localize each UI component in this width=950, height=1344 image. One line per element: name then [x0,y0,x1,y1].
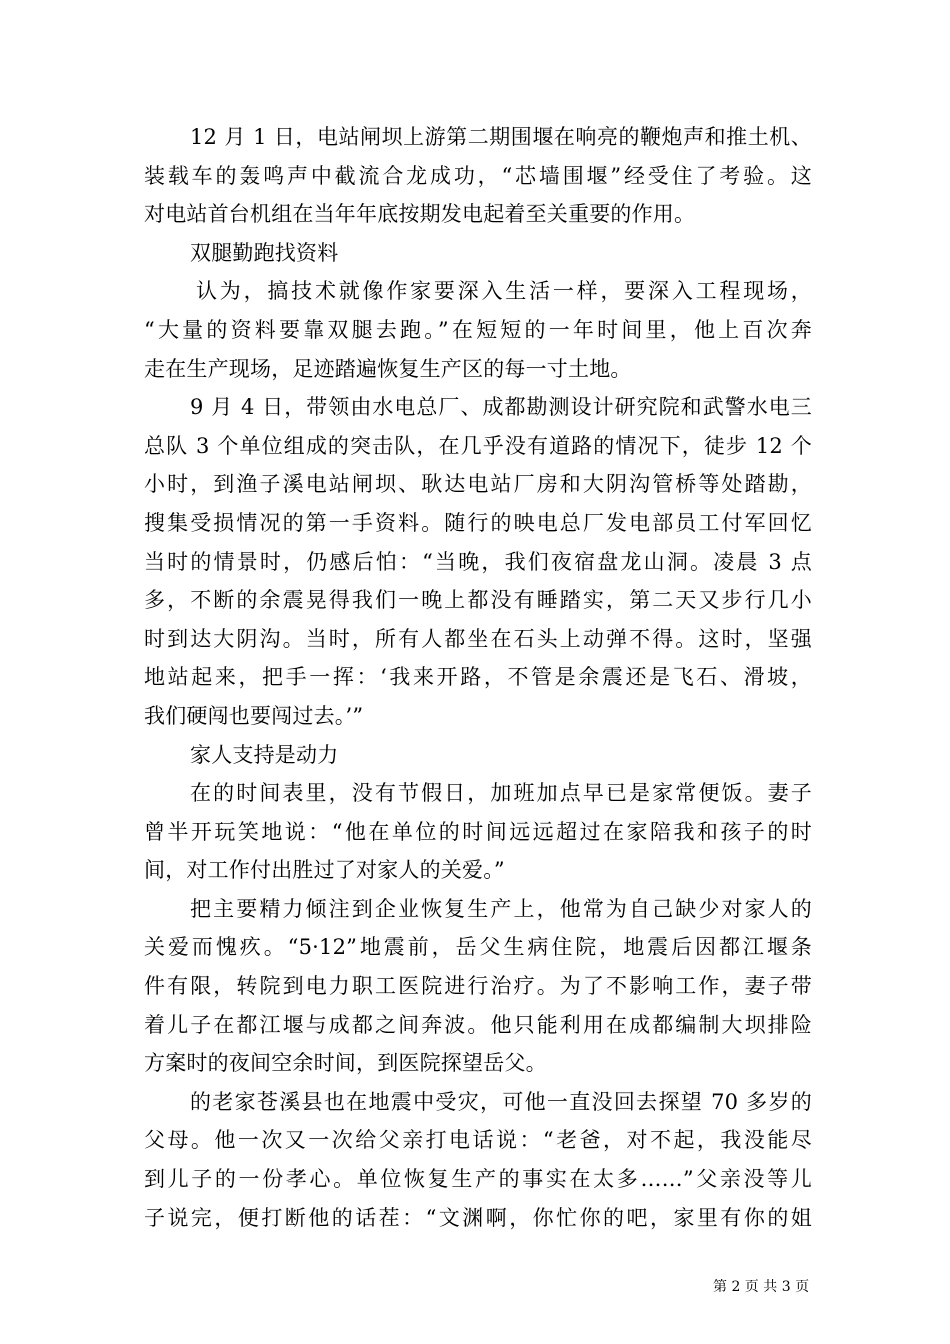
text-line: 装载车的轰鸣声中截流合龙成功，“芯墙围堰”经受住了考验。这 [144,163,812,188]
text-line: 着儿子在都江堰与成都之间奔波。他只能利用在成都编制大坝排险 [144,1012,812,1037]
text-line: 把主要精力倾注到企业恢复生产上，他常为自己缺少对家人的 [190,896,812,921]
text-line: 曾半开玩笑地说：“他在单位的时间远远超过在家陪我和孩子的时 [144,819,812,844]
text-line: 父母。他一次又一次给父亲打电话说：“老爸，对不起，我没能尽 [144,1128,812,1153]
section-heading: 双腿勤跑找资料 [190,240,339,265]
document-body [144,118,812,1237]
text-line: 9 月 4 日，带领由水电总厂、成都勘测设计研究院和武警水电三 [190,395,812,420]
text-line: 多，不断的余震晃得我们一晚上都没有睡踏实，第二天又步行几小 [144,588,812,613]
text-line: 在的时间表里，没有节假日，加班加点早已是家常便饭。妻子 [190,781,812,806]
text-line: 间，对工作付出胜过了对家人的关爱。” [144,858,505,883]
text-line: 小时，到渔子溪电站闸坝、耿达电站厂房和大阴沟管桥等处踏勘， [144,472,812,497]
text-line: 我们硬闯也要闯过去。’” [144,703,364,728]
text-line: 到儿子的一份孝心。单位恢复生产的事实在太多……”父亲没等儿 [144,1167,812,1192]
text-line: 12 月 1 日，电站闸坝上游第二期围堰在响亮的鞭炮声和推土机、 [190,125,812,149]
text-line: 总队 3 个单位组成的突击队，在几乎没有道路的情况下，徒步 12 个 [144,433,812,458]
text-line: 认为，搞技术就像作家要深入生活一样，要深入工程现场， [196,279,812,304]
text-line: “大量的资料要靠双腿去跑。”在短短的一年时间里，他上百次奔 [144,317,812,342]
text-line: 走在生产现场，足迹踏遍恢复生产区的每一寸土地。 [144,356,632,381]
text-line: 时到达大阴沟。当时，所有人都坐在石头上动弹不得。这时，坚强 [144,626,812,651]
text-line: 件有限，转院到电力职工医院进行治疗。为了不影响工作，妻子带 [144,974,812,999]
section-heading: 家人支持是动力 [190,742,339,767]
text-line: 的老家苍溪县也在地震中受灾，可他一直没回去探望 70 多岁的 [190,1089,812,1114]
text-line: 当时的情景时，仍感后怕：“当晚，我们夜宿盘龙山洞。凌晨 3 点 [144,549,812,574]
text-line: 方案时的夜间空余时间，到医院探望岳父。 [144,1051,547,1076]
text-line: 地站起来，把手一挥：‘我来开路，不管是余震还是飞石、滑坡， [144,665,812,690]
text-line: 子说完，便打断他的话茬：“文渊啊，你忙你的吧，家里有你的姐 [144,1205,812,1230]
text-line: 关爱而愧疚。“5·12”地震前，岳父生病住院，地震后因都江堰条 [144,935,812,960]
page-number: 第 2 页 共 3 页 [713,1279,810,1295]
text-line: 对电站首台机组在当年年底按期发电起着至关重要的作用。 [144,202,696,227]
text-line: 搜集受损情况的第一手资料。随行的映电总厂发电部员工付军回忆 [144,510,812,535]
